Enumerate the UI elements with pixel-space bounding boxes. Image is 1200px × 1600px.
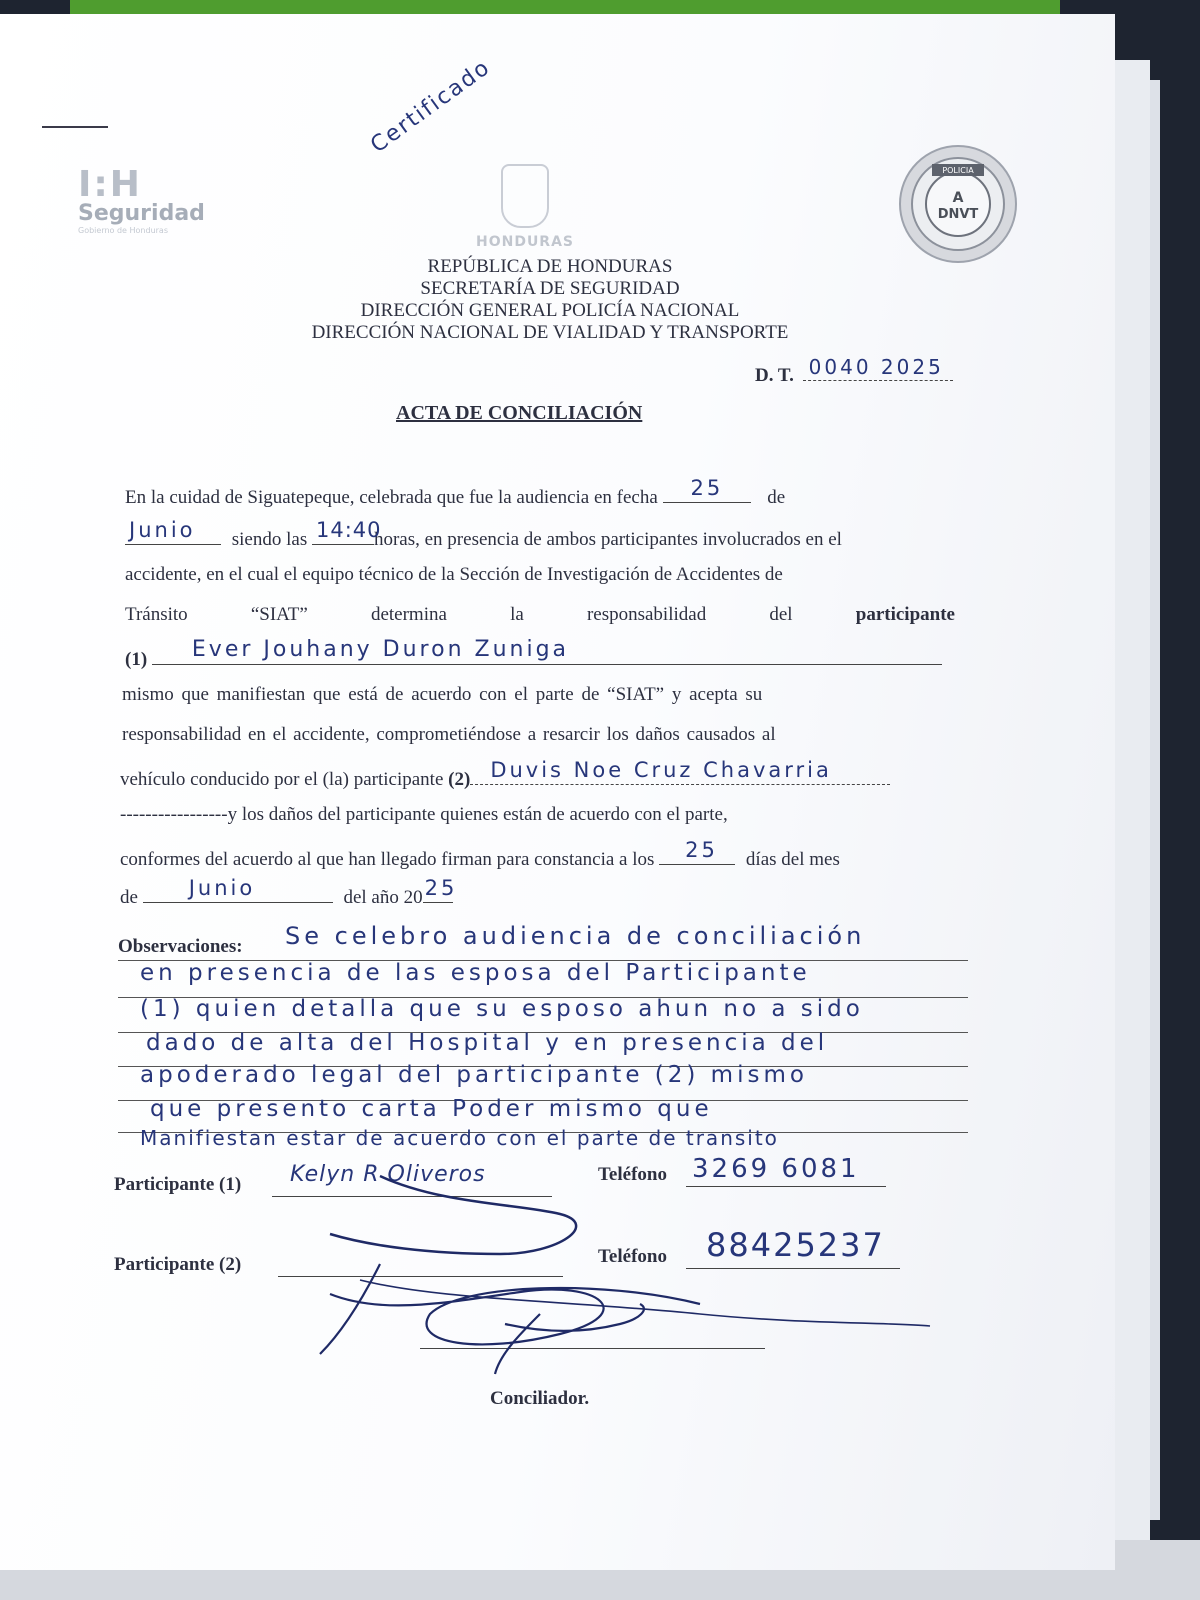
body-line-4 — [125, 604, 955, 626]
participant-1-number: (1) — [125, 649, 148, 670]
body-line-8 — [120, 758, 890, 791]
svg-text:DNVT: DNVT — [937, 207, 979, 222]
header-secretaria: SECRETARÍA DE SEGURIDAD — [420, 278, 680, 299]
body-word-bold: participante — [855, 604, 955, 625]
body-text: vehículo conducido por el (la) participante — [120, 769, 444, 790]
time-field — [312, 518, 382, 545]
dt-value: 0040 2025 — [808, 355, 944, 379]
obs-handwriting-line: apoderado legal del participante (2) mismo — [140, 1062, 808, 1088]
coat-of-arms-icon — [501, 164, 549, 228]
month-2-value: Junio — [188, 876, 256, 900]
signature-stroke — [360, 1280, 930, 1326]
obs-handwriting-line: en presencia de las esposa del Participante — [140, 960, 811, 986]
participant-2-number: (2) — [448, 769, 471, 790]
phone-1-line — [686, 1186, 886, 1187]
participant-1-sign-line — [272, 1196, 552, 1197]
year-field — [423, 876, 458, 903]
participant-2-field — [470, 758, 890, 785]
participant-1-signature: Kelyn R Oliveros — [290, 1162, 486, 1187]
observaciones-label: Observaciones: — [118, 936, 243, 957]
obs-handwriting-line: (1) quien detalla que su esposo ahun no a sido — [140, 996, 864, 1022]
body-line-11 — [120, 876, 458, 909]
signature-stroke — [495, 1304, 644, 1374]
header-direccion-nacional: DIRECCIÓN NACIONAL DE VIALIDAD Y TRANSPORTE — [311, 322, 789, 343]
svg-text:POLICIA: POLICIA — [942, 166, 974, 175]
participant-1-name: Ever Jouhany Duron Zuniga — [191, 637, 570, 662]
body-word: la — [510, 604, 524, 625]
body-word: responsabilidad — [586, 604, 707, 625]
body-word: determina — [370, 604, 447, 625]
participant-1-sign-label: Participante (1) — [114, 1174, 242, 1195]
body-line-6 — [122, 684, 762, 706]
body-text: conformes del acuerdo al que han llegado firman para constancia a los — [120, 849, 655, 870]
day-2-field — [659, 838, 735, 865]
document-title: ACTA DE CONCILIACIÓN — [396, 402, 643, 424]
month-2-field — [143, 876, 333, 903]
document-page — [0, 14, 1115, 1570]
body-text: horas, en presencia de ambos participantes involucrados en el — [373, 529, 842, 550]
body-word: del — [769, 604, 793, 625]
dnvt-badge-icon — [898, 144, 1018, 264]
body-text: responsabilidad en el accidente, comprometiéndose a resarcir los daños causados al — [122, 724, 776, 745]
participant-1-field — [152, 637, 942, 665]
body-line-3 — [125, 564, 955, 586]
day-2-value: 25 — [685, 838, 718, 862]
month-field — [125, 518, 221, 545]
header-republica: REPÚBLICA DE HONDURAS — [427, 256, 673, 277]
year-value: 25 — [424, 876, 458, 900]
certificado-note: Certificado — [366, 54, 496, 159]
phone-2-line — [686, 1268, 900, 1269]
body-text: del año 20 — [343, 887, 423, 908]
seguridad-logo-mark: I:H — [78, 164, 142, 205]
dt-field — [803, 355, 953, 381]
body-text: siendo las — [231, 529, 308, 550]
body-line-2 — [125, 518, 842, 551]
body-line-7 — [122, 724, 776, 746]
obs-handwriting-line: que presento carta Poder mismo que — [150, 1096, 713, 1122]
document-number — [755, 355, 953, 387]
participant-2-sign-label: Participante (2) — [114, 1254, 242, 1275]
conciliador-sign-line — [420, 1348, 765, 1349]
body-word: Tránsito — [125, 604, 188, 625]
body-text: accidente, en el cual el equipo técnico de la Sección de Investigación de Accidentes de — [125, 564, 783, 585]
phone-1-label: Teléfono — [598, 1164, 667, 1185]
body-text: mismo que manifiestan que está de acuerdo con el parte de “SIAT” y acepta su — [122, 684, 763, 705]
body-line-10 — [120, 838, 840, 871]
phone-2-label: Teléfono — [598, 1246, 667, 1267]
participant-2-sign-line — [278, 1276, 563, 1277]
dash-line: ----------------- — [120, 804, 228, 825]
obs-handwriting-line: Se celebro audiencia de conciliación — [285, 922, 866, 950]
header-direccion-general: DIRECCIÓN GENERAL POLICÍA NACIONAL — [360, 300, 740, 321]
signature-stroke — [320, 1264, 700, 1354]
body-text: y los daños del participante quienes están de acuerdo con el parte, — [227, 804, 728, 825]
obs-handwriting-line: dado de alta del Hospital y en presencia del — [146, 1030, 829, 1056]
seguridad-logo-tagline: Gobierno de Honduras — [78, 226, 169, 235]
signature-stroke — [330, 1176, 576, 1254]
honduras-coat-of-arms — [460, 164, 590, 250]
phone-1-value: 3269 6081 — [692, 1154, 860, 1184]
body-text: de — [120, 887, 138, 908]
obs-handwriting-line: Manifiestan estar de acuerdo con el parte de transito — [140, 1126, 779, 1150]
month-value: Junio — [129, 518, 196, 542]
body-text: En la cuidad de Siguatepeque, celebrada que fue la audiencia en fecha — [125, 487, 658, 508]
dt-label: D. T. — [755, 365, 794, 386]
body-text: días del mes — [745, 849, 840, 870]
day-value: 25 — [690, 476, 724, 500]
body-line-1 — [125, 476, 786, 509]
seguridad-logo-word: Seguridad — [78, 201, 205, 226]
seguridad-logo — [78, 164, 228, 235]
svg-text:A: A — [952, 190, 964, 206]
participant-2-name: Duvis Noe Cruz Chavarria — [490, 758, 832, 782]
body-line-9 — [120, 804, 728, 826]
phone-2-value: 88425237 — [706, 1226, 885, 1264]
body-text: de — [767, 487, 786, 508]
body-line-5 — [125, 637, 942, 671]
day-field — [663, 476, 751, 503]
body-word: “SIAT” — [250, 604, 308, 625]
conciliador-label: Conciliador. — [490, 1388, 590, 1409]
honduras-word: HONDURAS — [475, 234, 575, 250]
pen-mark — [42, 126, 108, 128]
time-value: 14:40 — [315, 518, 382, 542]
